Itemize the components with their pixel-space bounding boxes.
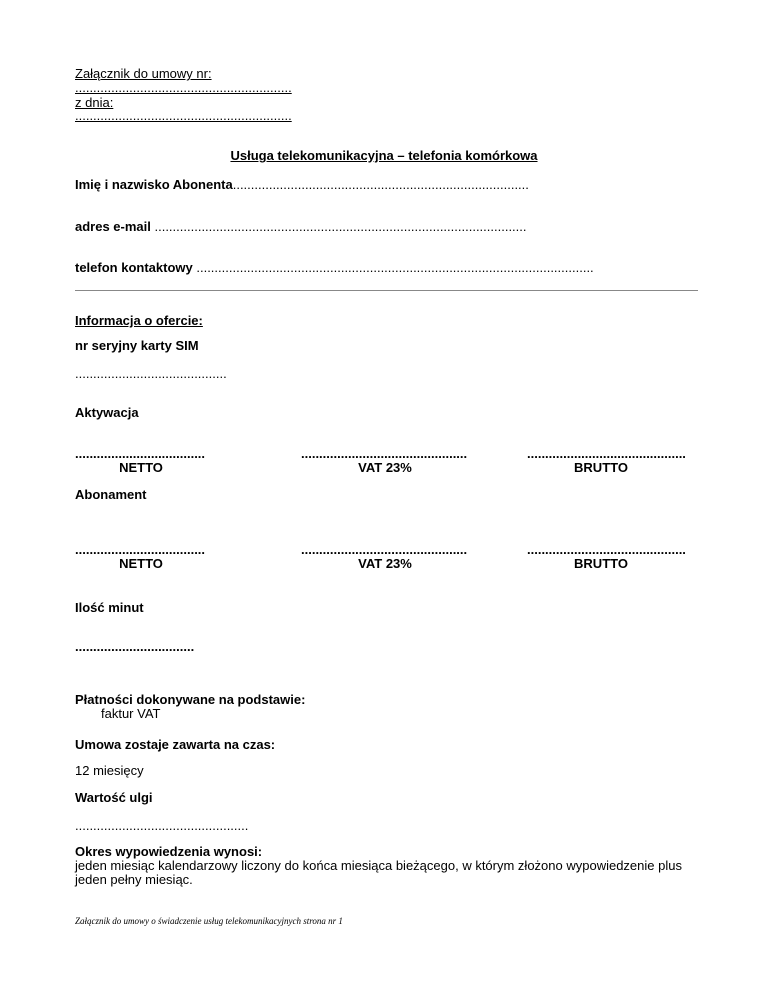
discount-label: Wartość ulgi (75, 790, 153, 805)
offer-heading: Informacja o ofercie: (75, 313, 203, 328)
sim-field[interactable]: .......................................... (75, 366, 227, 381)
phone-field[interactable]: .............................................................................................................. (192, 260, 594, 275)
subscriber-name-row (75, 177, 529, 192)
date-field[interactable]: ............................................................ (75, 108, 292, 123)
activation-brutto-label: BRUTTO (574, 460, 628, 475)
subscription-netto-field[interactable]: .................................... (75, 542, 206, 557)
annex-number-field[interactable]: ............................................................ (75, 80, 292, 95)
phone-label: telefon kontaktowy (75, 260, 193, 275)
date-label: z dnia: (75, 95, 114, 110)
annex-label: Załącznik do umowy nr: (75, 66, 212, 81)
activation-vat-label: VAT 23% (358, 460, 412, 475)
payments-value: faktur VAT (101, 706, 161, 721)
discount-field[interactable]: ................................................ (75, 818, 249, 833)
payments-label: Płatności dokonywane na podstawie: (75, 692, 306, 707)
subscription-netto-label: NETTO (119, 556, 163, 571)
activation-label: Aktywacja (75, 405, 139, 420)
activation-vat-field[interactable]: .............................................. (301, 446, 468, 461)
subscription-vat-field[interactable]: .............................................. (301, 542, 468, 557)
subscription-label: Abonament (75, 487, 147, 502)
activation-netto-field[interactable]: .................................... (75, 446, 206, 461)
minutes-field[interactable]: ................................. (75, 639, 195, 654)
notice-label: Okres wypowiedzenia wynosi: (75, 844, 263, 859)
activation-netto-label: NETTO (119, 460, 163, 475)
divider (75, 290, 698, 291)
notice-line-1: jeden miesiąc kalendarzowy liczony do końca miesiąca bieżącego, w którym złożono wypowiedzenie plus (75, 858, 682, 873)
subscription-vat-label: VAT 23% (358, 556, 412, 571)
term-label: Umowa zostaje zawarta na czas: (75, 737, 276, 752)
minutes-label: Ilość minut (75, 600, 144, 615)
page-footer: Załącznik do umowy o świadczenie usług telekomunikacyjnych strona nr 1 (75, 916, 343, 926)
email-field[interactable]: ....................................................................................................... (150, 219, 527, 234)
email-label: adres e-mail (75, 219, 151, 234)
document-title: Usługa telekomunikacyjna – telefonia komórkowa (230, 148, 538, 163)
subscription-brutto-field[interactable]: ............................................ (527, 542, 686, 557)
notice-line-2: jeden pełny miesiąc. (75, 872, 193, 887)
email-row (75, 219, 527, 234)
activation-brutto-field[interactable]: ............................................ (527, 446, 686, 461)
sim-label: nr seryjny karty SIM (75, 338, 199, 353)
subscription-brutto-label: BRUTTO (574, 556, 628, 571)
subscriber-name-label: Imię i nazwisko Abonenta (75, 177, 233, 192)
subscriber-name-field[interactable]: .................................................................................. (232, 177, 529, 192)
term-value: 12 miesięcy (75, 763, 144, 778)
phone-row (75, 260, 594, 275)
